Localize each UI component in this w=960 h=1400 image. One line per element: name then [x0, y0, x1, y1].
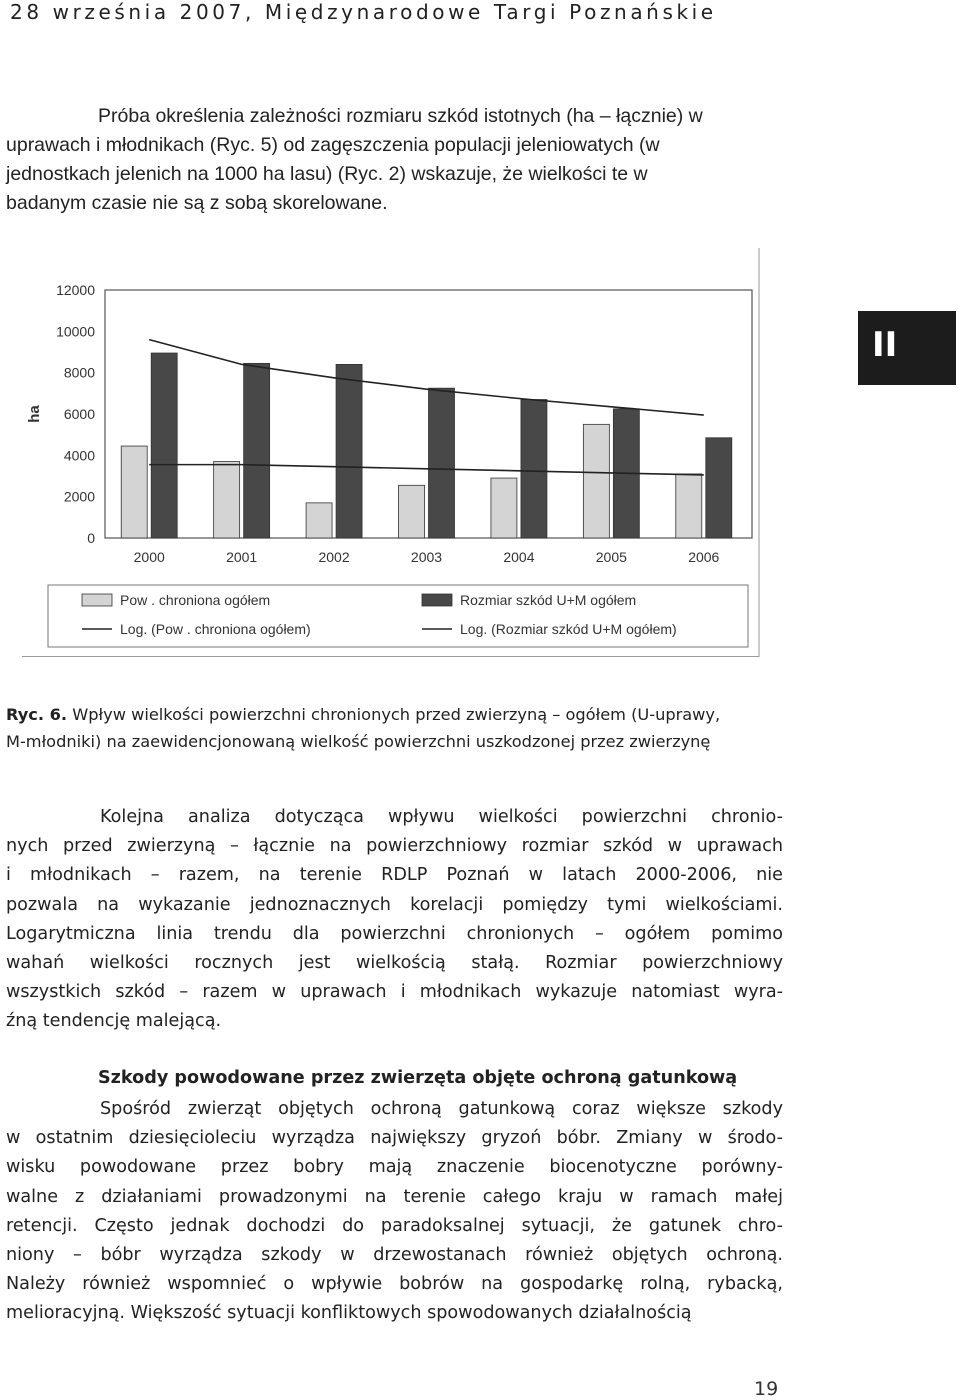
bar-pow-chroniona	[399, 485, 425, 538]
y-tick-label: 8000	[63, 364, 95, 381]
intro-line: badanym czasie nie są z sobą skorelowane.	[6, 192, 388, 214]
running-header: 28 września 2007, Międzynarodowe Targi Poznańskie	[10, 0, 717, 24]
bar-pow-chroniona	[583, 424, 609, 538]
intro-line: jednostkach jelenich na 1000 ha lasu) (Ryc. 2) wskazuje, że wielkości te w	[6, 163, 648, 185]
analysis-line: nych przed zwierzyną – łącznie na powierzchniowy rozmiar szkód w uprawach	[6, 836, 783, 857]
bar-pow-chroniona	[491, 478, 517, 538]
section-line: wisku powodowane przez bobry mają znaczenie biocenotyczne porówny-	[6, 1157, 783, 1178]
intro-line: Próba określenia zależności rozmiaru szkód istotnych (ha – łącznie) w	[98, 105, 703, 127]
x-tick-label: 2000	[133, 549, 165, 565]
bar-pow-chroniona	[121, 446, 147, 538]
legend-label: Log. (Pow . chroniona ogółem)	[120, 621, 311, 637]
y-tick-label: 4000	[63, 447, 95, 464]
intro-line: uprawach i młodnikach (Ryc. 5) od zagęszczenia populacji jeleniowatych (w	[6, 134, 660, 156]
analysis-line: wahań wielkości rocznych jest wielkością stałą. Rozmiar powierzchniowy	[6, 953, 783, 974]
bar-rozmiar-szkod	[706, 438, 732, 538]
section-line: retencji. Często jednak dochodzi do paradoksalnej sytuacji, że gatunek chro-	[6, 1215, 783, 1236]
analysis-line: i młodnikach – razem, na terenie RDLP Poznań w latach 2000-2006, nie	[6, 865, 783, 886]
analysis-line: Logarytmiczna linia trendu dla powierzchni chronionych – ogółem pomimo	[6, 923, 783, 944]
figure-caption	[6, 701, 786, 755]
legend-swatch	[422, 594, 452, 606]
section-line: w ostatnim dziesięcioleciu wyrządza największy gryzoń bóbr. Zmiany w środo-	[6, 1128, 783, 1149]
legend-label: Rozmiar szkód U+M ogółem	[460, 592, 637, 608]
caption-line	[6, 701, 786, 728]
y-tick-label: 10000	[56, 323, 95, 340]
bar-pow-chroniona	[214, 462, 240, 538]
analysis-line: wszystkich szkód – razem w uprawach i młodnikach wykazuje natomiast wyra-	[6, 982, 783, 1003]
legend-label: Pow . chroniona ogółem	[120, 592, 271, 608]
legend-label: Log. (Rozmiar szkód U+M ogółem)	[460, 621, 677, 637]
bar-rozmiar-szkod	[336, 364, 362, 538]
bar-rozmiar-szkod	[244, 363, 270, 538]
x-tick-label: 2003	[410, 549, 443, 565]
analysis-paragraph	[6, 803, 783, 1037]
x-tick-label: 2005	[595, 549, 627, 565]
bar-pow-chroniona	[306, 503, 332, 538]
x-tick-label: 2006	[688, 549, 720, 565]
bar-chart	[22, 248, 760, 658]
caption-text: Wpływ wielkości powierzchni chronionych przed zwierzyną – ogółem (U-uprawy,	[67, 705, 721, 724]
page-number: 19	[754, 1378, 779, 1400]
y-tick-label: 12000	[56, 282, 95, 298]
analysis-line: źną tendencję malejącą.	[6, 1011, 222, 1032]
analysis-line: pozwala na wykazanie jednoznacznych korelacji pomiędzy tymi wielkościami.	[6, 894, 783, 915]
chapter-tab-label: II	[872, 325, 898, 365]
bar-rozmiar-szkod	[151, 353, 177, 538]
section-heading: Szkody powodowane przez zwierzęta objęte ochroną gatunkową	[98, 1068, 738, 1088]
section-line: niony – bóbr wyrządza szkody w drzewostanach również objętych ochroną.	[6, 1245, 783, 1266]
section-line: Spośród zwierząt objętych ochroną gatunkową coraz większe szkody	[100, 1099, 783, 1119]
bar-rozmiar-szkod	[521, 400, 547, 538]
caption-label: Ryc. 6.	[6, 705, 68, 724]
caption-line: M-młodniki) na zaewidencjonowaną wielkość powierzchni uszkodzonej przez zwierzynę	[6, 732, 711, 751]
bar-rozmiar-szkod	[429, 388, 455, 538]
y-tick-label: 6000	[63, 406, 95, 422]
chapter-tab	[858, 311, 956, 385]
legend-swatch	[82, 594, 112, 606]
y-tick-label: 0	[87, 530, 95, 546]
x-tick-label: 2001	[226, 549, 258, 565]
section-line: Należy również wspomnieć o wpływie bobrów na gospodarkę rolną, rybacką,	[6, 1274, 783, 1295]
x-tick-label: 2004	[503, 549, 535, 565]
x-tick-label: 2002	[318, 549, 350, 565]
y-axis-label: ha	[26, 405, 43, 423]
analysis-line: Kolejna analiza dotycząca wpływu wielkości powierzchni chronio-	[100, 807, 783, 827]
intro-paragraph	[6, 102, 782, 218]
section-line: walne z działaniami prowadzonymi na terenie całego kraju w ramach małej	[6, 1186, 783, 1207]
section-line: melioracyjną. Większość sytuacji konfliktowych spowodowanych działalnością	[6, 1303, 692, 1324]
section-paragraph	[6, 1095, 783, 1329]
figure-chart	[22, 248, 760, 658]
y-tick-label: 2000	[63, 488, 95, 505]
bar-pow-chroniona	[676, 474, 702, 538]
